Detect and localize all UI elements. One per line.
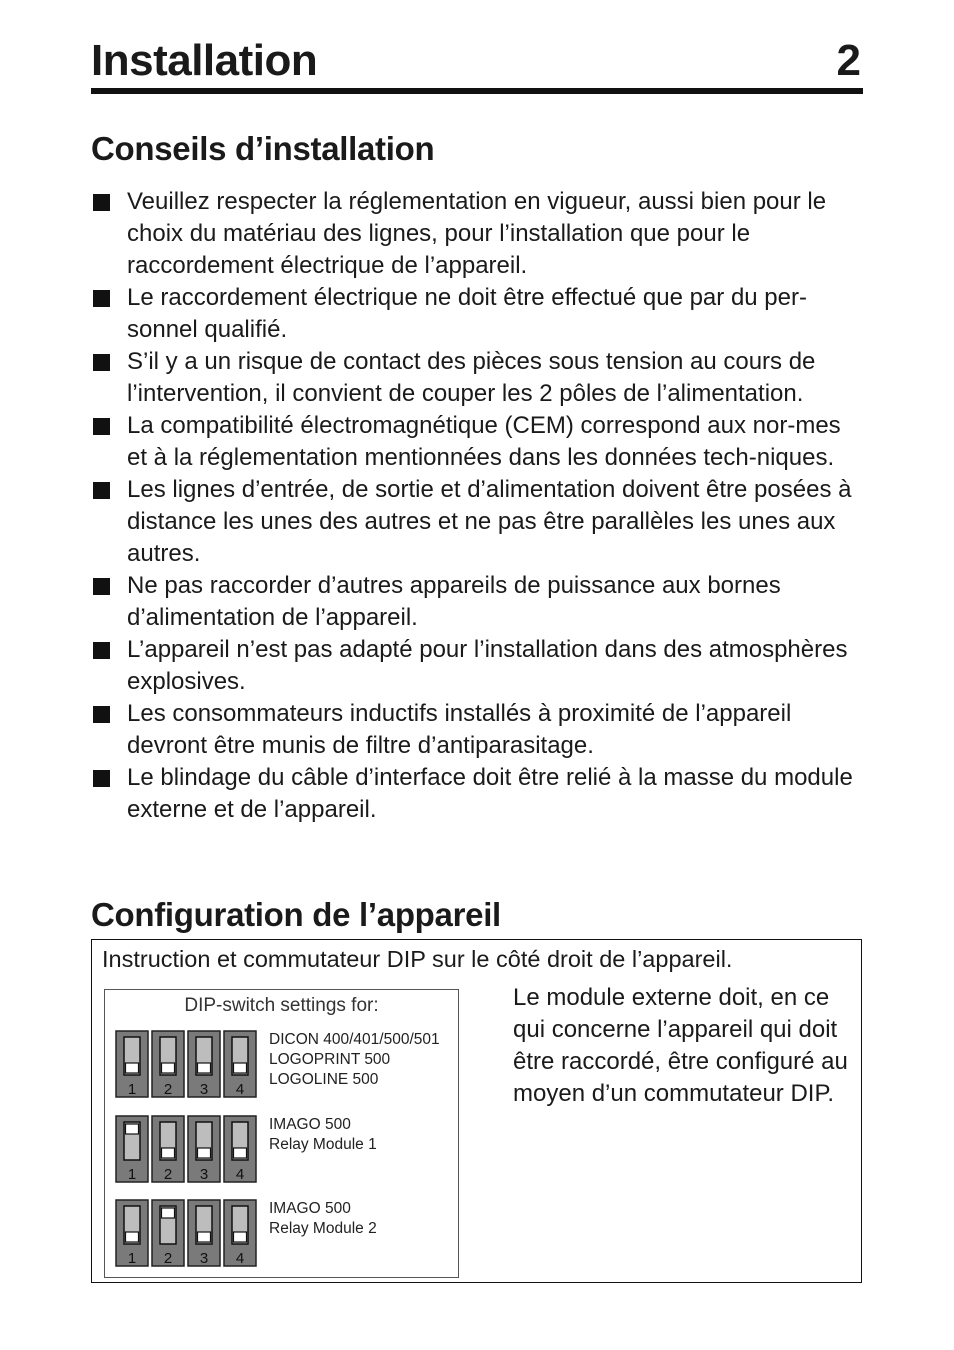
dip-switch <box>116 1116 148 1183</box>
dip-setting-group <box>114 1199 458 1271</box>
dip-switch-number: 3 <box>199 1166 209 1183</box>
square-bullet-icon <box>93 578 110 595</box>
dip-switch-lever <box>126 1124 139 1134</box>
dip-switch <box>188 1031 220 1098</box>
square-bullet-icon <box>93 642 110 659</box>
dip-switch-lever <box>162 1148 175 1158</box>
configuration-intro: Instruction et commutateur DIP sur le côté droit de l’appareil. <box>102 946 733 972</box>
device-configuration-heading: Configuration de l’appareil <box>91 896 501 933</box>
dip-switch-lever <box>126 1063 139 1073</box>
dip-switch-number: 4 <box>235 1250 245 1267</box>
dip-switch-diagram <box>114 1030 264 1100</box>
dip-switch-number: 3 <box>199 1081 209 1098</box>
dip-switch <box>188 1200 220 1267</box>
advice-text: S’il y a un risque de contact des pièces sous tension au cours de l’intervention, il convient de couper les 2 pôles de l’alimentation. <box>127 348 816 407</box>
square-bullet-icon <box>93 418 110 435</box>
device-label: IMAGO 500 <box>269 1200 351 1217</box>
dip-switch-number: 1 <box>127 1250 137 1267</box>
dip-switch-number: 4 <box>235 1081 245 1098</box>
dip-switch-number: 1 <box>127 1081 137 1098</box>
advice-item <box>91 634 866 698</box>
advice-text: Veuillez respecter la réglementation en vigueur, aussi bien pour le choix du matériau des lignes, pour l’installation que pour le raccordement électrique de l’appareil. <box>127 188 827 279</box>
square-bullet-icon <box>93 706 110 723</box>
installation-advice-list <box>91 186 866 826</box>
page-header <box>91 30 863 94</box>
advice-text: Le blindage du câble d’interface doit être relié à la masse du module externe et de l’appareil. <box>127 764 853 823</box>
square-bullet-icon <box>93 290 110 307</box>
advice-item <box>91 346 866 410</box>
dip-switch <box>116 1031 148 1098</box>
square-bullet-icon <box>93 770 110 787</box>
advice-item <box>91 570 866 634</box>
square-bullet-icon <box>93 354 110 371</box>
dip-device-labels <box>269 1115 377 1155</box>
dip-switch-lever <box>198 1063 211 1073</box>
device-label: DICON 400/401/500/501 <box>269 1031 440 1048</box>
dip-setting-group <box>114 1115 458 1187</box>
advice-item <box>91 762 866 826</box>
square-bullet-icon <box>93 482 110 499</box>
dip-switch <box>224 1116 256 1183</box>
dip-switch-panel <box>104 989 459 1278</box>
dip-switch <box>152 1031 184 1098</box>
dip-switch-lever <box>162 1208 175 1218</box>
dip-switch-number: 4 <box>235 1166 245 1183</box>
dip-switch <box>224 1031 256 1098</box>
dip-switch-number: 2 <box>163 1250 173 1267</box>
dip-switch-number: 1 <box>127 1166 137 1183</box>
dip-switch-lever <box>234 1232 247 1242</box>
advice-item <box>91 474 866 570</box>
device-label: Relay Module 1 <box>269 1136 377 1153</box>
dip-setting-group <box>114 1030 458 1102</box>
dip-switch <box>152 1116 184 1183</box>
dip-switch-lever <box>198 1148 211 1158</box>
advice-item <box>91 186 866 282</box>
advice-item <box>91 282 866 346</box>
page-title: Installation <box>91 36 318 85</box>
dip-switch-lever <box>198 1232 211 1242</box>
advice-text: Le raccordement électrique ne doit être effectué que par du per-sonnel qualifié. <box>127 284 807 343</box>
advice-text: La compatibilité électromagnétique (CEM) correspond aux nor-mes et à la réglementation mentionnées dans les données tech-niques. <box>127 412 841 471</box>
configuration-note: Le module externe doit, en ce qui concerne l’appareil qui doit être raccordé, être configuré au moyen d’un commutateur DIP. <box>513 984 848 1107</box>
advice-item <box>91 410 866 474</box>
dip-switch-diagram <box>114 1115 264 1185</box>
dip-switch-lever <box>234 1148 247 1158</box>
dip-switch <box>152 1200 184 1267</box>
advice-text: L’appareil n’est pas adapté pour l’installation dans des atmosphères explosives. <box>127 636 848 695</box>
dip-switch-number: 3 <box>199 1250 209 1267</box>
advice-item <box>91 698 866 762</box>
dip-device-labels <box>269 1199 377 1239</box>
advice-text: Ne pas raccorder d’autres appareils de puissance aux bornes d’alimentation de l’appareil. <box>127 572 781 631</box>
dip-switch-lever <box>126 1232 139 1242</box>
device-label: LOGOLINE 500 <box>269 1071 379 1088</box>
dip-switch-lever <box>162 1063 175 1073</box>
device-label: Relay Module 2 <box>269 1220 377 1237</box>
dip-device-labels <box>269 1030 440 1090</box>
dip-switch-number: 2 <box>163 1166 173 1183</box>
dip-switch <box>224 1200 256 1267</box>
dip-switch-number: 2 <box>163 1081 173 1098</box>
square-bullet-icon <box>93 194 110 211</box>
dip-panel-title: DIP-switch settings for: <box>184 995 379 1016</box>
device-label: LOGOPRINT 500 <box>269 1051 391 1068</box>
dip-switch-lever <box>234 1063 247 1073</box>
page-number: 2 <box>836 36 861 85</box>
configuration-box <box>91 939 862 1283</box>
device-label: IMAGO 500 <box>269 1116 351 1133</box>
dip-switch-diagram <box>114 1199 264 1269</box>
advice-text: Les consommateurs inductifs installés à proximité de l’appareil devront être munis de filtre d’antiparasitage. <box>127 700 792 759</box>
dip-switch <box>188 1116 220 1183</box>
dip-switch <box>116 1200 148 1267</box>
installation-advice-heading: Conseils d’installation <box>91 130 435 167</box>
advice-text: Les lignes d’entrée, de sortie et d’alimentation doivent être posées à distance les unes des autres et ne pas être parallèles les unes aux autres. <box>127 476 852 567</box>
